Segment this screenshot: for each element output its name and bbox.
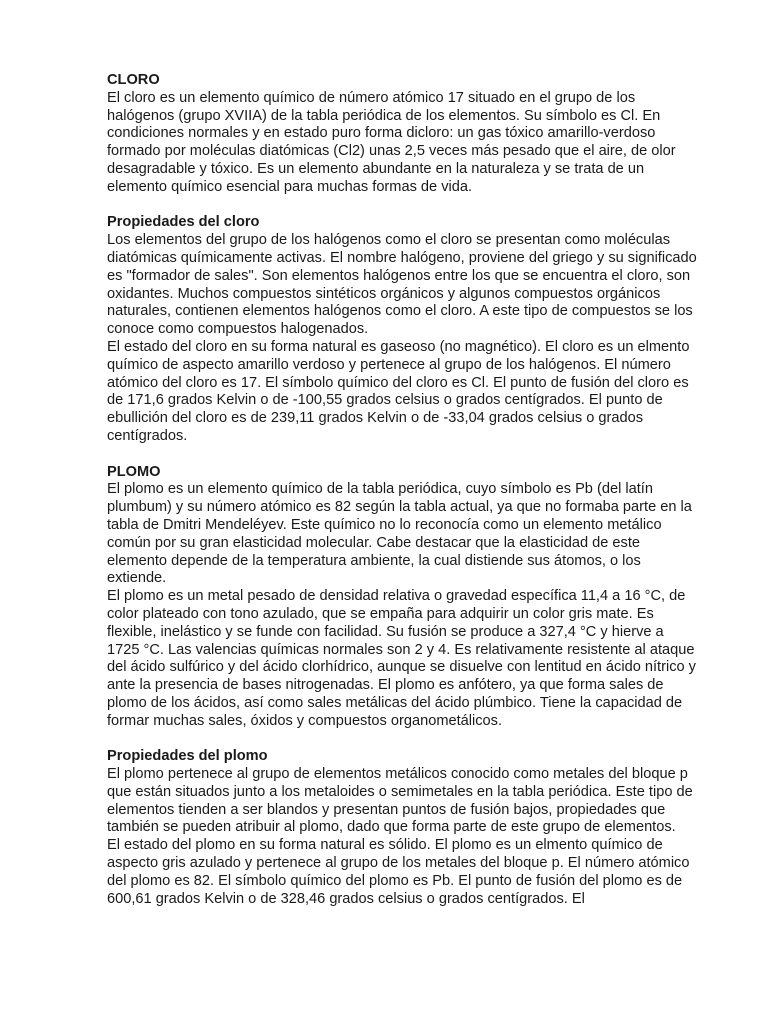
paragraph: El plomo pertenece al grupo de elementos metálicos conocido como metales del bloque p que están situados junto a los metaloides o semimetales en la tabla periódica. Este tipo de elementos tienden a ser blandos y presentan puntos de fusión bajos, propiedades que también se pueden atribuir al plomo, dado que forma parte de este grupo de elementos. xyxy=(107,766,693,836)
paragraph: Los elementos del grupo de los halógenos como el cloro se presentan como moléculas diatómicas químicamente activas. El nombre halógeno, proviene del griego y su significado es "formador de sales". Son elementos halógenos entre los que se encuentra el cloro, son oxidantes. Muchos compuestos sintéticos orgánicos y algunos compuestos orgánicos naturales, contienen elementos halógenos como el cloro. A este tipo de compuestos se los conoce como compuestos halogenados. xyxy=(107,232,697,338)
paragraph: El cloro es un elemento químico de número atómico 17 situado en el grupo de los halógenos (grupo XVIIA) de la tabla periódica de los elementos. Su símbolo es Cl. En condiciones normales y en estado puro forma dicloro: un gas tóxico amarillo-verdoso formado por moléculas diatómicas (Cl2) unas 2,5 veces más pesado que el aire, de olor desagradable y tóxico. Es un elemento abundante en la naturaleza y se trata de un elemento químico esencial para muchas formas de vida. xyxy=(107,89,676,195)
section-heading: Propiedades del cloro xyxy=(107,214,260,231)
section-plomo xyxy=(107,464,697,731)
section-propiedades-cloro xyxy=(107,214,697,445)
document-body xyxy=(107,72,697,926)
paragraph: El estado del plomo en su forma natural es sólido. El plomo es un elmento químico de aspecto gris azulado y pertenece al grupo de los metales del bloque p. El número atómico del plomo es 82. El símbolo químico del plomo es Pb. El punto de fusión del plomo es de 600,61 grados Kelvin o de 328,46 grados celsius o grados centígrados. El xyxy=(107,837,690,907)
section-cloro xyxy=(107,72,697,197)
section-propiedades-plomo xyxy=(107,748,697,908)
paragraph: El plomo es un metal pesado de densidad relativa o gravedad específica 11,4 a 16 °C, de color plateado con tono azulado, que se empaña para adquirir un color gris mate. Es flexible, inelástico y se funde con facilidad. Su fusión se produce a 327,4 °C y hierve a 1725 °C. Las valencias químicas normales son 2 y 4. Es relativamente resistente al ataque del ácido sulfúrico y del ácido clorhídrico, aunque se disuelve con lentitud en ácido nítrico y ante la presencia de bases nitrogenadas. El plomo es anfótero, ya que forma sales de plomo de los ácidos, así como sales metálicas del ácido plúmbico. Tiene la capacidad de formar muchas sales, óxidos y compuestos organometálicos. xyxy=(107,588,696,729)
section-heading: Propiedades del plomo xyxy=(107,748,268,765)
paragraph: El estado del cloro en su forma natural es gaseoso (no magnético). El cloro es un elmento químico de aspecto amarillo verdoso y pertenece al grupo de los halógenos. El número atómico del cloro es 17. El símbolo químico del cloro es Cl. El punto de fusión del cloro es de 171,6 grados Kelvin o de -100,55 grados celsius o grados centígrados. El punto de ebullición del cloro es de 239,11 grados Kelvin o de -33,04 grados celsius o grados centígrados. xyxy=(107,338,690,444)
section-heading: PLOMO xyxy=(107,463,161,480)
section-heading: CLORO xyxy=(107,72,160,88)
paragraph: El plomo es un elemento químico de la tabla periódica, cuyo símbolo es Pb (del latín plumbum) y su número atómico es 82 según la tabla actual, ya que no formaba parte en la tabla de Dmitri Mendeléyev. Este químico no lo reconocía como un elemento metálico común por su gran elasticidad molecular. Cabe destacar que la elasticidad de este elemento depende de la temperatura ambiente, la cual distiende sus átomos, o los extiende. xyxy=(107,481,692,587)
